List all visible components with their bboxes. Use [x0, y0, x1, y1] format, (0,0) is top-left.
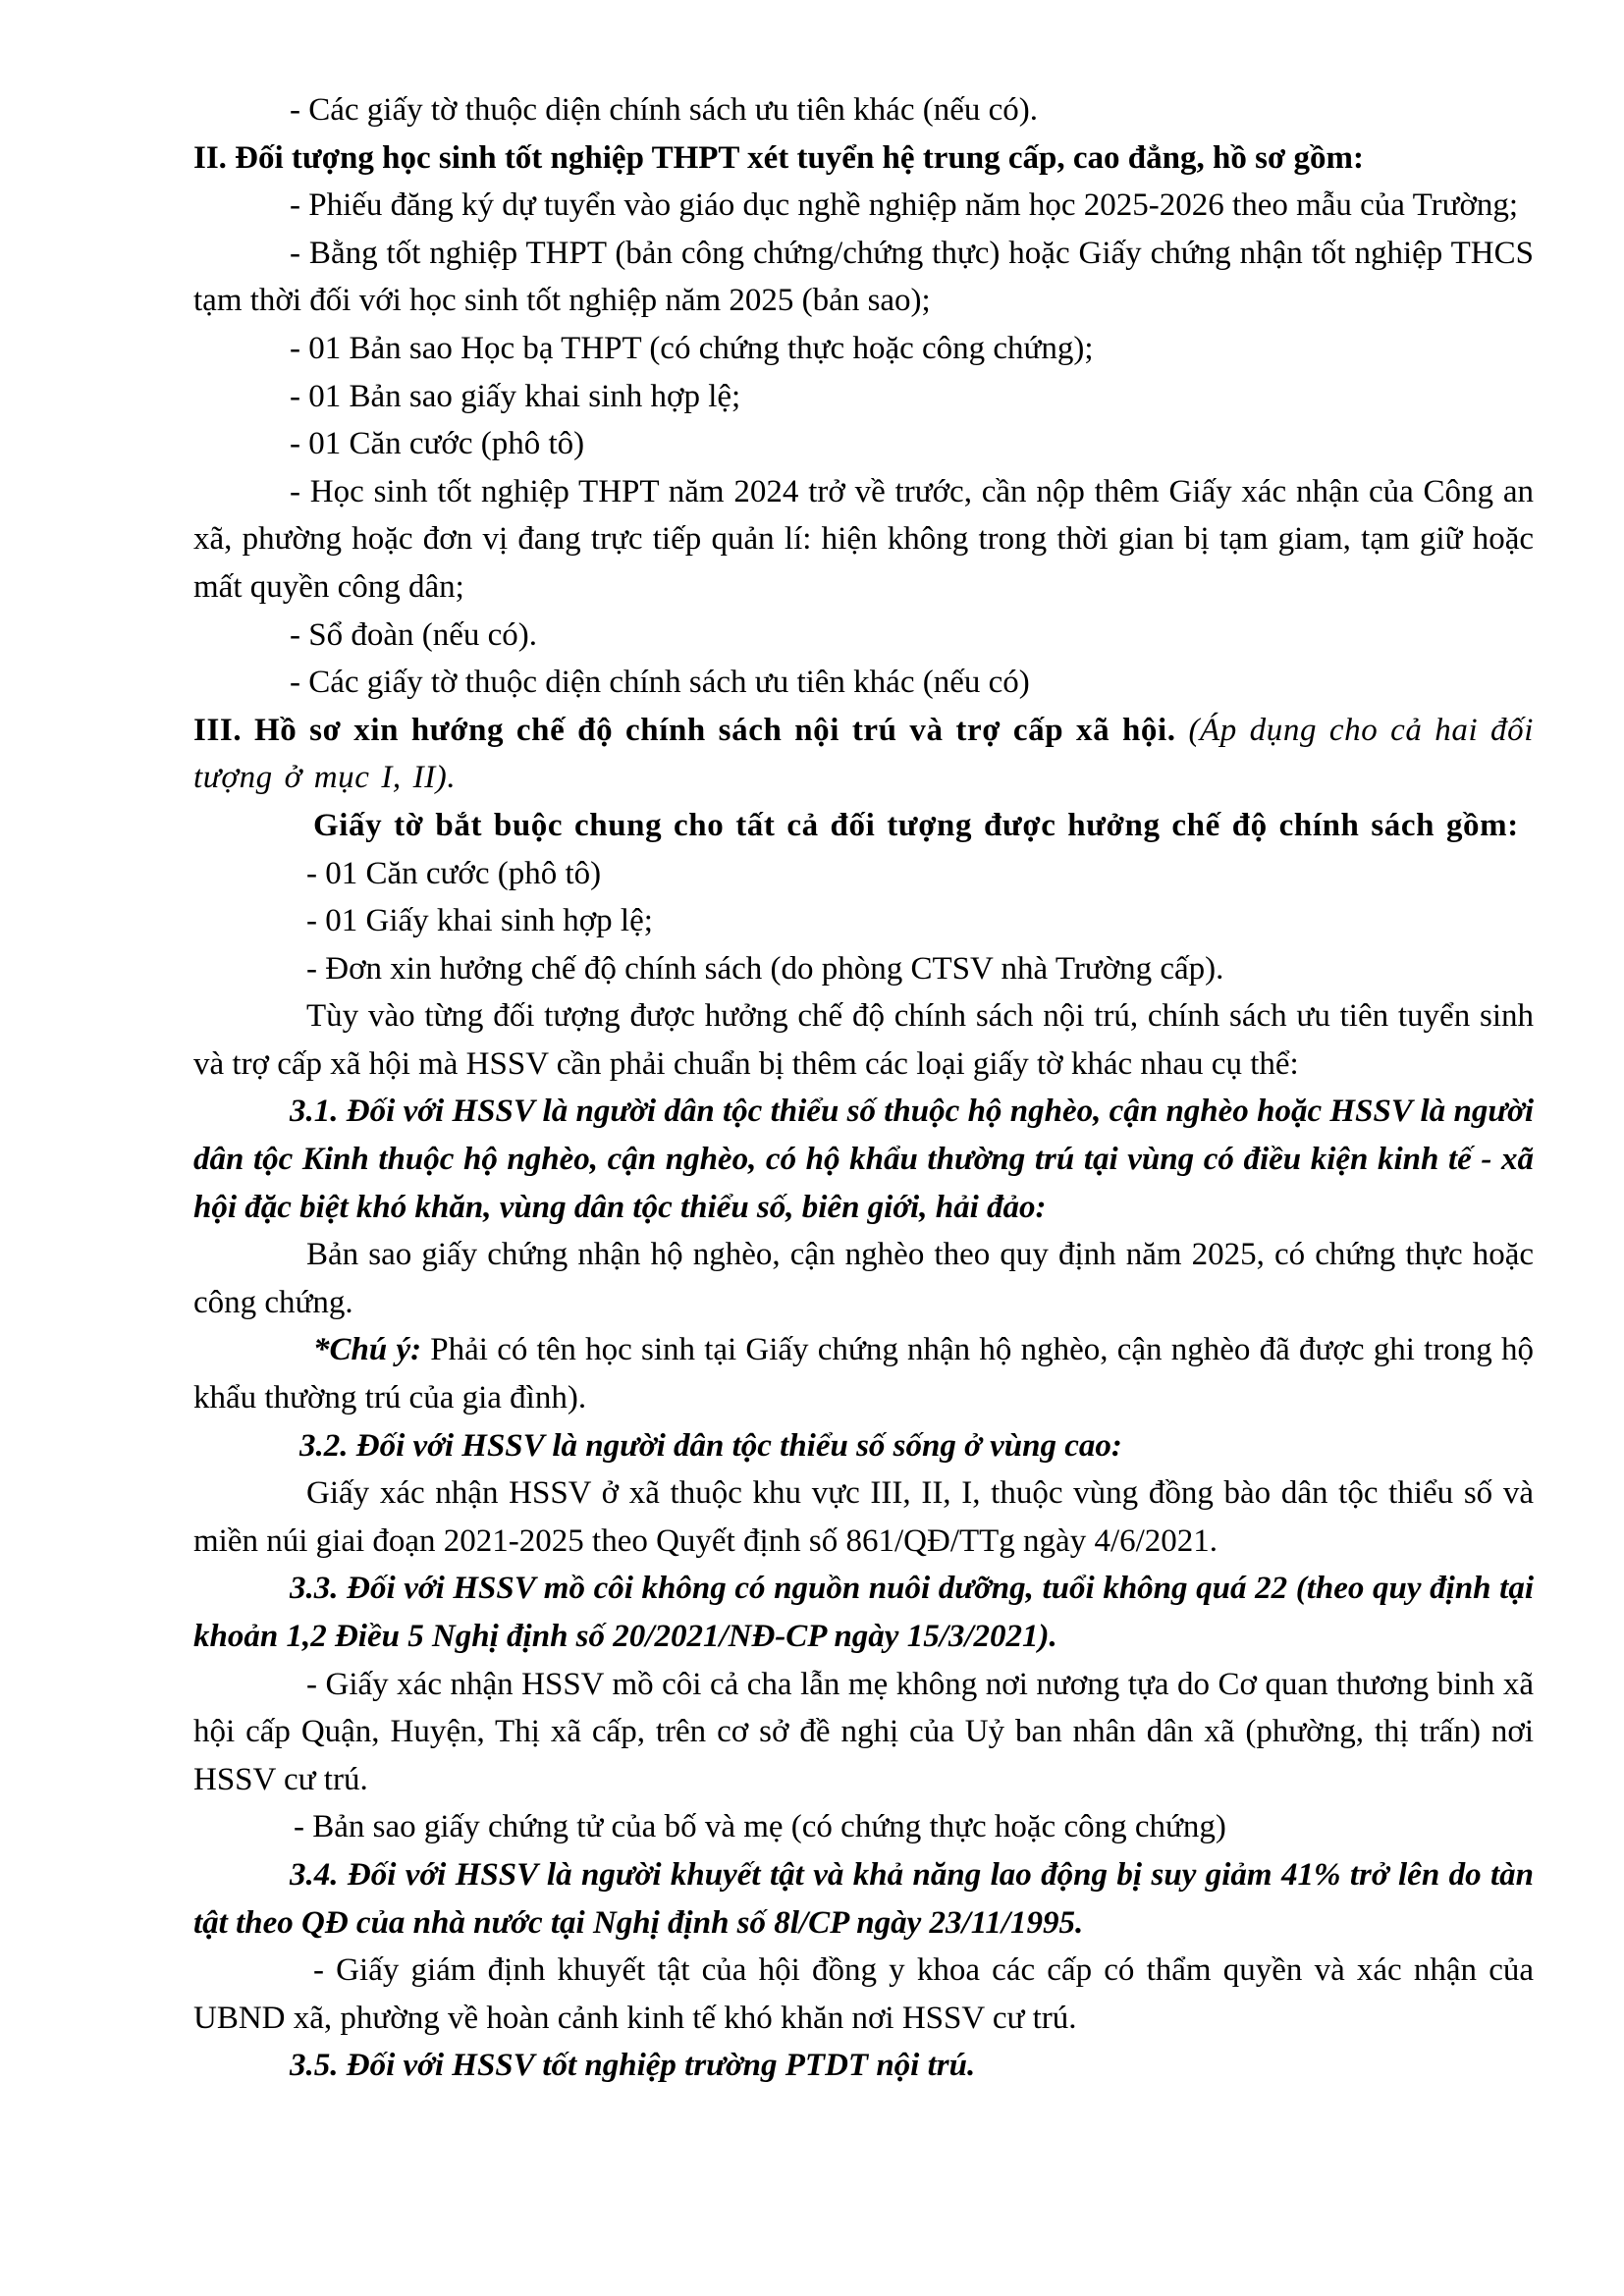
paragraph-transcript: - 01 Bản sao Học bạ THPT (có chứng thực hoặc công chứng);: [290, 330, 1094, 366]
note-text: Phải có tên học sinh tại Giấy chứng nhận hộ nghèo, cận nghèo đã được ghi trong hộ khẩu thường trú của gia đình).: [193, 1332, 1534, 1416]
paragraph-3-3-orphan-confirmation: - Giấy xác nhận HSSV mồ côi cả cha lẫn mẹ không nơi nương tựa do Cơ quan thương binh xã hội cấp Quận, Huyện, Thị xã cấp, trên cơ sở đề nghị của Uỷ ban nhân dân xã (phường, thị trấn) nơi HSSV cư trú.: [193, 1666, 1534, 1797]
paragraph-police-confirmation: - Học sinh tốt nghiệp THPT năm 2024 trở về trước, cần nộp thêm Giấy xác nhận của Công an xã, phường hoặc đơn vị đang trực tiếp quản lí: hiện không trong thời gian bị tạm giam, tạm giữ hoặc mất quyền công dân;: [193, 473, 1534, 605]
note-label: *Chú ý:: [313, 1332, 422, 1368]
section-ii-heading: II. Đối tượng học sinh tốt nghiệp THPT xét tuyển hệ trung cấp, cao đẳng, hồ sơ gồm:: [193, 139, 1364, 176]
paragraph-youth-union-book: - Sổ đoàn (nếu có).: [290, 616, 538, 653]
mandatory-docs-heading: Giấy tờ bắt buộc chung cho tất cả đối tượng được hưởng chế độ chính sách gồm:: [313, 807, 1519, 843]
paragraph-mandatory-id-card: - 01 Căn cước (phô tô): [306, 855, 602, 891]
paragraph-mandatory-birth-certificate: - 01 Giấy khai sinh hợp lệ;: [306, 903, 653, 939]
paragraph-additional-docs-intro: Tùy vào từng đối tượng được hưởng chế độ chính sách nội trú, chính sách ưu tiên tuyển sinh và trợ cấp xã hội mà HSSV cần phải chuẩn bị thêm các loại giấy tờ khác nhau cụ thể:: [193, 998, 1534, 1082]
paragraph-id-card: - 01 Căn cước (phô tô): [290, 426, 585, 462]
subsection-3-5-heading: 3.5. Đối với HSSV tốt nghiệp trường PTDT nội trú.: [290, 2048, 976, 2084]
section-iii-note: (Áp dụng cho cả hai đối tượng ở mục I, II).: [193, 712, 1534, 796]
paragraph-3-2-confirmation: Giấy xác nhận HSSV ở xã thuộc khu vực III, II, I, thuộc vùng đồng bào dân tộc thiểu số và miền núi giai đoạn 2021-2025 theo Quyết định số 861/QĐ/TTg ngày 4/6/2021.: [193, 1475, 1534, 1559]
paragraph-birth-certificate: - 01 Bản sao giấy khai sinh hợp lệ;: [290, 378, 741, 414]
subsection-3-4-heading: 3.4. Đối với HSSV là người khuyết tật và khả năng lao động bị suy giảm 41% trở lên do tàn tật theo QĐ của nhà nước tại Nghị định số 8l/CP ngày 23/11/1995.: [193, 1856, 1534, 1941]
document-page: [193, 86, 1534, 2090]
paragraph-3-1-note: [193, 1326, 1534, 1421]
paragraph-other-priority-docs-1: - Các giấy tờ thuộc diện chính sách ưu tiên khác (nếu có).: [290, 92, 1038, 128]
paragraph-3-3-death-certificate: - Bản sao giấy chứng tử của bố và mẹ (có chứng thực hoặc công chứng): [294, 1809, 1226, 1845]
paragraph-other-priority-docs-2: - Các giấy tờ thuộc diện chính sách ưu tiên khác (nếu có): [290, 665, 1030, 701]
subsection-3-2-heading: 3.2. Đối với HSSV là người dân tộc thiểu số sống ở vùng cao:: [299, 1427, 1122, 1464]
paragraph-3-4-disability-assessment: - Giấy giám định khuyết tật của hội đồng y khoa các cấp có thẩm quyền và xác nhận của UBND xã, phường về hoàn cảnh kinh tế khó khăn nơi HSSV cư trú.: [193, 1952, 1534, 2036]
paragraph-3-1-poor-household-certificate: Bản sao giấy chứng nhận hộ nghèo, cận nghèo theo quy định năm 2025, có chứng thực hoặc công chứng.: [193, 1237, 1534, 1320]
paragraph-policy-application: - Đơn xin hưởng chế độ chính sách (do phòng CTSV nhà Trường cấp).: [306, 950, 1224, 987]
paragraph-diploma: - Bằng tốt nghiệp THPT (bản công chứng/chứng thực) hoặc Giấy chứng nhận tốt nghiệp THCS tạm thời đối với học sinh tốt nghiệp năm 2025 (bản sao);: [193, 235, 1534, 319]
paragraph-registration-form: - Phiếu đăng ký dự tuyển vào giáo dục nghề nghiệp năm học 2025-2026 theo mẫu của Trường;: [290, 187, 1519, 224]
subsection-3-1-heading: 3.1. Đối với HSSV là người dân tộc thiểu số thuộc hộ nghèo, cận nghèo hoặc HSSV là người dân tộc Kinh thuộc hộ nghèo, cận nghèo, có hộ khẩu thường trú tại vùng có điều kiện kinh tế - xã hội đặc biệt khó khăn, vùng dân tộc thiểu số, biên giới, hải đảo:: [193, 1094, 1534, 1225]
section-iii-heading: [193, 707, 1534, 802]
section-iii-title: III. Hồ sơ xin hướng chế độ chính sách nội trú và trợ cấp xã hội.: [193, 712, 1176, 748]
subsection-3-3-heading: 3.3. Đối với HSSV mồ côi không có nguồn nuôi dưỡng, tuổi không quá 22 (theo quy định tại khoản 1,2 Điều 5 Nghị định số 20/2021/NĐ-CP ngày 15/3/2021).: [193, 1571, 1534, 1654]
